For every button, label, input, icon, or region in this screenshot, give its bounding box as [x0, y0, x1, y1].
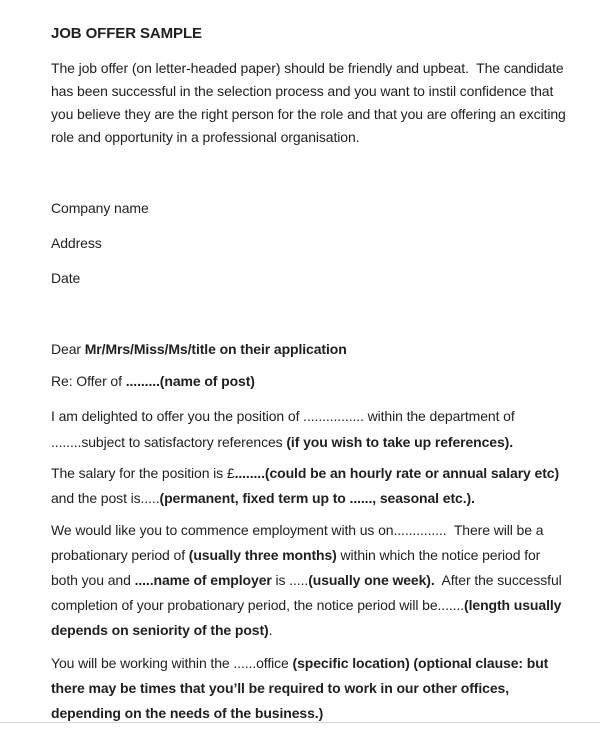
- bold-text-segment: ........(could be an hourly rate or annual salary etc): [234, 465, 560, 481]
- text-line: [51, 197, 149, 220]
- text-segment: Date: [51, 270, 81, 286]
- text-segment: probationary period of: [51, 547, 189, 563]
- intro-paragraph: [51, 57, 566, 149]
- bold-text-segment: Mr/Mrs/Miss/Ms/title on their application: [84, 341, 347, 357]
- text-segment: You will be working within the ......office: [51, 655, 293, 671]
- text-segment: Re: Offer of: [51, 373, 126, 389]
- text-line: [51, 22, 202, 46]
- text-line: [51, 518, 562, 543]
- text-line: [51, 651, 548, 676]
- date-line: [51, 267, 80, 290]
- text-line: [51, 543, 562, 568]
- text-segment: both you and: [51, 572, 135, 588]
- position-paragraph: [51, 403, 515, 455]
- text-line: [51, 103, 566, 126]
- text-segment: within which the notice period for: [336, 547, 541, 563]
- address-line: [51, 232, 102, 255]
- bold-text-segment: (usually three months): [188, 547, 337, 563]
- company-name-line: [51, 197, 149, 220]
- text-line: [51, 593, 562, 618]
- text-segment: and the post is.....: [51, 490, 160, 506]
- text-segment: you believe they are the right person for the role and that you are offering an exciting: [51, 106, 566, 122]
- salary-paragraph: [51, 461, 559, 511]
- text-segment: After the successful: [434, 572, 562, 588]
- bold-text-segment: depends on seniority of the post): [51, 622, 269, 638]
- bold-text-segment: JOB OFFER SAMPLE: [51, 25, 202, 42]
- text-line: [51, 486, 559, 511]
- text-segment: The job offer (on letter-headed paper) should be friendly and upbeat. The candidate: [51, 60, 564, 76]
- text-segment: Address: [51, 235, 102, 251]
- text-line: [51, 403, 515, 429]
- text-segment: Dear: [51, 341, 85, 357]
- text-segment: We would like you to commence employment with us on.............. There will be a: [51, 522, 544, 538]
- text-segment: is .....: [271, 572, 309, 588]
- page-bottom-edge: [0, 722, 600, 723]
- bold-text-segment: depending on the needs of the business.): [51, 705, 324, 721]
- bold-text-segment: there may be times that you’ll be required to work in our other offices,: [51, 680, 509, 696]
- text-line: [51, 267, 80, 290]
- salutation-line: [51, 338, 347, 361]
- text-line: [51, 126, 566, 149]
- bold-text-segment: .........(name of post): [125, 373, 255, 389]
- re-offer-line: [51, 370, 255, 393]
- text-line: [51, 429, 515, 455]
- bold-text-segment: (if you wish to take up references).: [286, 434, 514, 450]
- commencement-paragraph: [51, 518, 562, 643]
- text-segment: .: [268, 622, 273, 638]
- text-line: [51, 568, 562, 593]
- bold-text-segment: (permanent, fixed term up to ......, seasonal etc.).: [159, 490, 475, 506]
- text-line: [51, 57, 566, 80]
- text-line: [51, 370, 255, 393]
- text-segment: has been successful in the selection process and you want to instil confidence that: [51, 83, 554, 99]
- text-segment: ........subject to satisfactory references: [51, 434, 287, 450]
- text-line: [51, 676, 548, 701]
- text-segment: Company name: [51, 200, 149, 216]
- text-segment: completion of your probationary period, the notice period will be.......: [51, 597, 465, 613]
- text-segment: I am delighted to offer you the position of ................ within the department of: [51, 408, 515, 424]
- text-segment: The salary for the position is £: [51, 465, 235, 481]
- bold-text-segment: (usually one week).: [308, 572, 435, 588]
- bold-text-segment: (length usually: [464, 597, 562, 613]
- text-line: [51, 80, 566, 103]
- text-line: [51, 338, 347, 361]
- page-title: [51, 22, 202, 46]
- text-segment: role and opportunity in a professional organisation.: [51, 129, 360, 145]
- text-line: [51, 618, 562, 643]
- bold-text-segment: .....name of employer: [134, 572, 272, 588]
- text-line: [51, 461, 559, 486]
- text-line: [51, 232, 102, 255]
- location-paragraph: [51, 651, 548, 726]
- bold-text-segment: (specific location) (optional clause: but: [292, 655, 549, 671]
